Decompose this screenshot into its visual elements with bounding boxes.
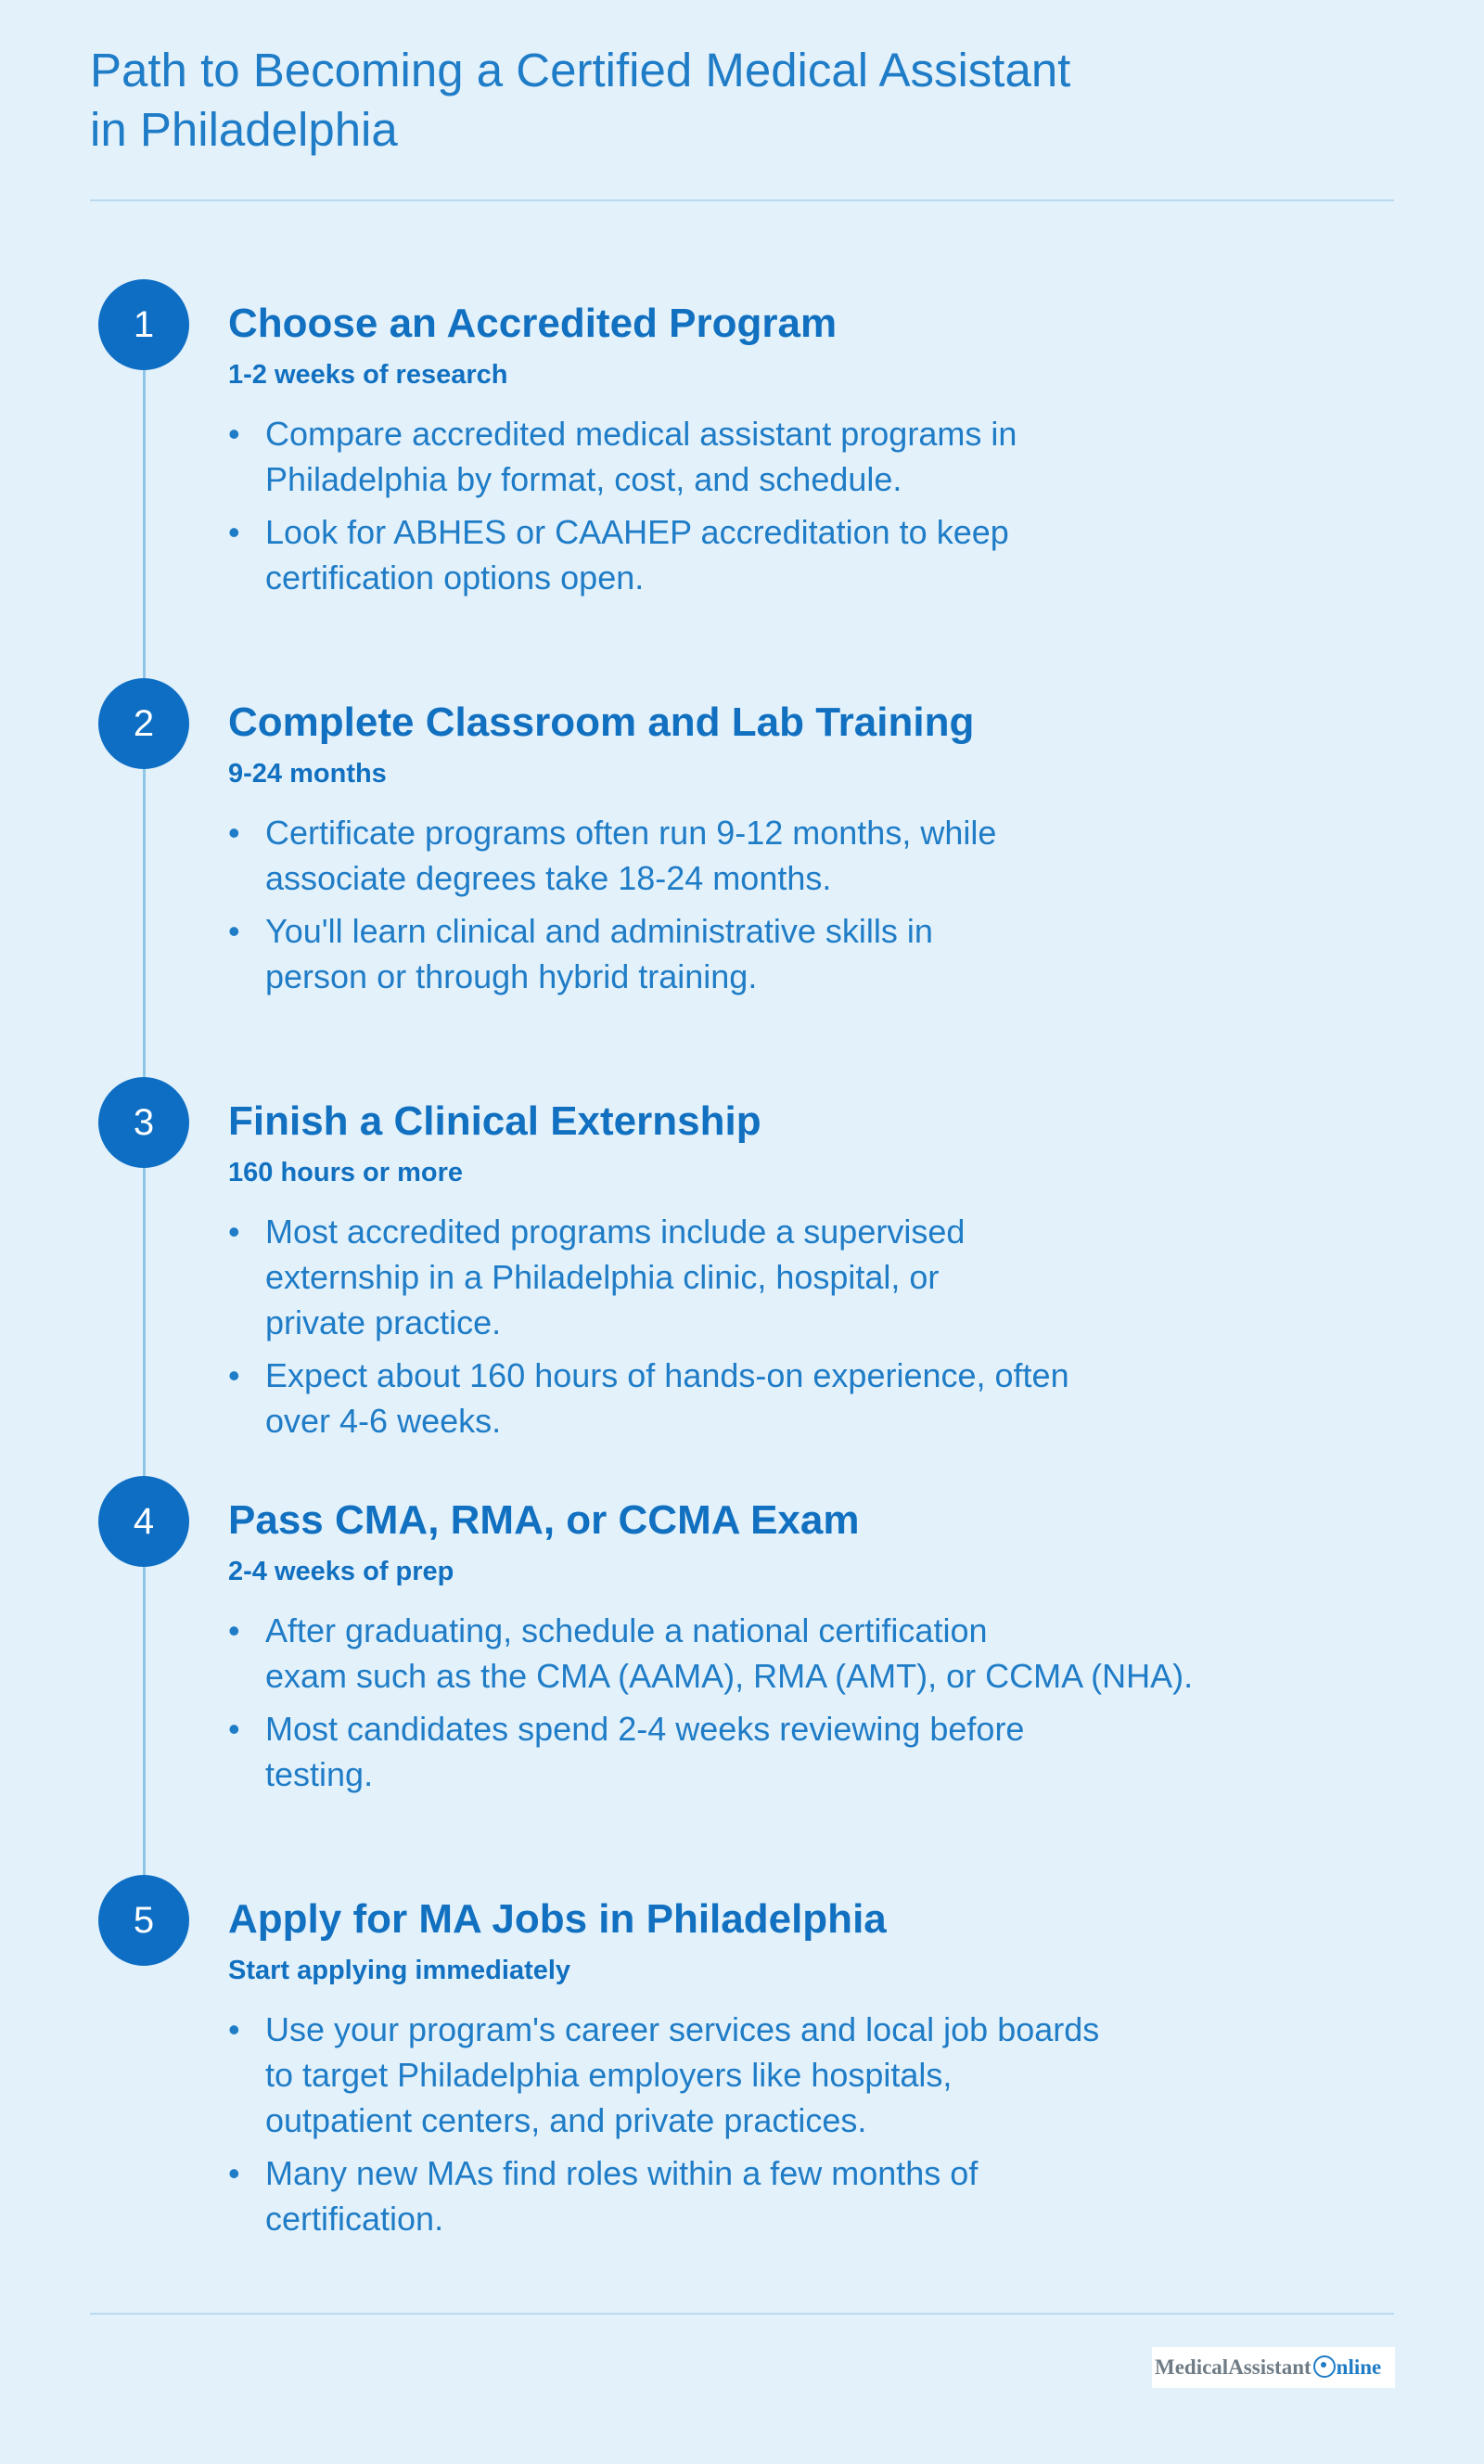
bullet-dot-icon: • [228, 1611, 240, 1649]
step-bullet-list [228, 411, 1017, 608]
bullet-text: Most candidates spend 2-4 weeks reviewing before testing. [265, 1710, 1025, 1793]
bullet-dot-icon: • [228, 814, 240, 852]
bullet-item [228, 2007, 1099, 2143]
bullet-dot-icon: • [228, 1710, 240, 1748]
bullet-item [228, 2150, 1099, 2241]
bottom-divider [90, 2313, 1394, 2315]
bullet-item [228, 411, 1017, 502]
bullet-item [228, 908, 996, 999]
bullet-text: Expect about 160 hours of hands-on experience, often over 4-6 weeks. [265, 1356, 1069, 1440]
step-duration: 160 hours or more [228, 1158, 464, 1187]
bullet-text: Use your program's career services and local job boards to target Philadelphia employers like hospitals, outpatient centers, and private practices. [265, 2010, 1100, 2139]
step-title: Apply for MA Jobs in Philadelphia [228, 1896, 887, 1942]
bullet-dot-icon: • [228, 2154, 240, 2192]
top-divider [90, 199, 1394, 201]
bullet-text: After graduating, schedule a national certification exam such as the CMA (AAMA), RMA (AMT), or CCMA (NHA). [265, 1611, 1194, 1695]
bullet-item [228, 1608, 1193, 1699]
bullet-text: Compare accredited medical assistant programs in Philadelphia by format, cost, and schedule. [265, 415, 1017, 498]
logo-text-primary: MedicalAssistant [1155, 2355, 1311, 2379]
step-title: Finish a Clinical Externship [228, 1098, 761, 1144]
bullet-dot-icon: • [228, 912, 240, 950]
step-bullet-list [228, 1608, 1193, 1804]
step-number-badge: 5 [98, 1875, 189, 1966]
step-number-badge: 1 [98, 279, 189, 370]
step-duration: 9-24 months [228, 759, 387, 789]
bullet-text: Look for ABHES or CAAHEP accreditation to keep certification options open. [265, 513, 1009, 597]
page-title: Path to Becoming a Certified Medical Assistant in Philadelphia [90, 44, 1071, 156]
bullet-dot-icon: • [228, 415, 240, 453]
step-bullet-list [228, 1209, 1069, 1451]
step-duration: 2-4 weeks of prep [228, 1557, 454, 1586]
step-number-badge: 3 [98, 1077, 189, 1168]
step-duration: 1-2 weeks of research [228, 360, 508, 390]
bullet-text: Many new MAs find roles within a few months of certification. [265, 2154, 979, 2238]
stethoscope-o-icon [1313, 2355, 1336, 2378]
step-title: Choose an Accredited Program [228, 301, 838, 346]
step-number-badge: 2 [98, 678, 189, 769]
bullet-item [228, 810, 996, 901]
bullet-dot-icon: • [228, 513, 240, 551]
bullet-dot-icon: • [228, 2010, 240, 2048]
bullet-text: Most accredited programs include a supervised externship in a Philadelphia clinic, hospital, or private practice. [265, 1213, 966, 1341]
step-bullet-list [228, 810, 996, 1007]
bullet-dot-icon: • [228, 1356, 240, 1394]
bullet-text: You'll learn clinical and administrative skills in person or through hybrid training. [265, 912, 933, 995]
bullet-item [228, 1706, 1193, 1797]
logo-text-secondary: nline [1336, 2355, 1382, 2379]
step-title: Complete Classroom and Lab Training [228, 699, 975, 745]
bullet-dot-icon: • [228, 1213, 240, 1251]
step-title: Pass CMA, RMA, or CCMA Exam [228, 1497, 860, 1543]
step-number-badge: 4 [98, 1476, 189, 1567]
bullet-item [228, 1353, 1069, 1444]
bullet-item [228, 509, 1017, 600]
bullet-text: Certificate programs often run 9-12 months, while associate degrees take 18-24 months. [265, 814, 997, 897]
medicalassistantonline-logo[interactable] [1152, 2347, 1395, 2388]
step-duration: Start applying immediately [228, 1956, 571, 1985]
bullet-item [228, 1209, 1069, 1345]
step-bullet-list [228, 2007, 1099, 2249]
